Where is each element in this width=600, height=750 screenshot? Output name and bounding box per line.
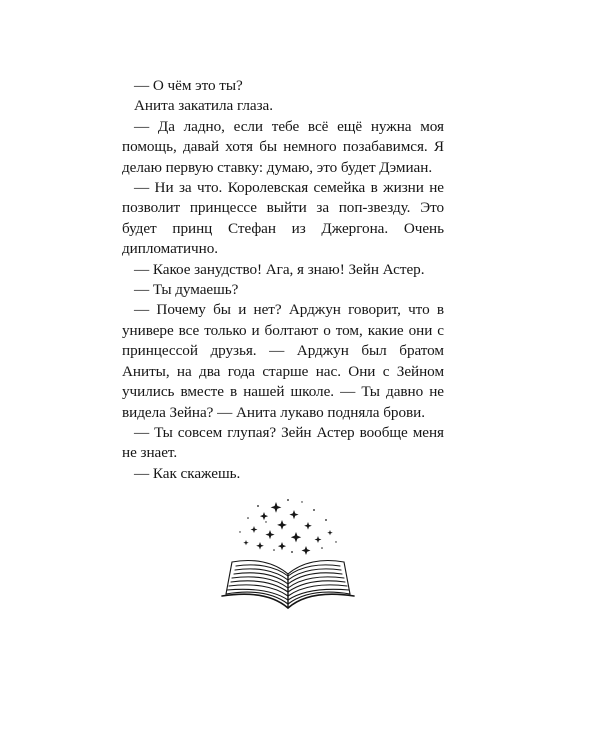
paragraph: — О чём это ты? [134, 77, 243, 94]
open-book-with-stars-icon [218, 496, 358, 612]
paragraph: — Какое занудство! Ага, я знаю! Зейн Астер. [134, 260, 425, 278]
paragraph: — Ты совсем глупая? Зейн Астер вообще меня не знает. [122, 423, 444, 462]
paragraph: — Ты думаешь? [134, 281, 239, 299]
paragraph: — Почему бы и нет? Арджун говорит, что в универе все только и болтают о том, какие они с принцессой друзья. — Арджун был братом Аниты, на два года старше нас. Они с Зейном учились вместе в нашей школе. — Ты давно не видела Зейна? — Анита лукаво подняла брови. [122, 301, 444, 421]
paragraph: — Как скажешь. [134, 464, 241, 482]
paragraph: — Да ладно, если тебе всё ещё нужна моя помощь, давай хотя бы немного позабавимся. Я делаю первую ставку: думаю, это будет Дэмиан. [122, 117, 444, 176]
paragraph: — Ни за что. Королевская семейка в жизни не позволит принцессе выйти за поп-звезду. Это будет принц Стефан из Джергона. Очень дипломатично. [122, 179, 444, 258]
body-text [122, 76, 444, 484]
paragraph: Анита закатила глаза. [134, 97, 273, 115]
